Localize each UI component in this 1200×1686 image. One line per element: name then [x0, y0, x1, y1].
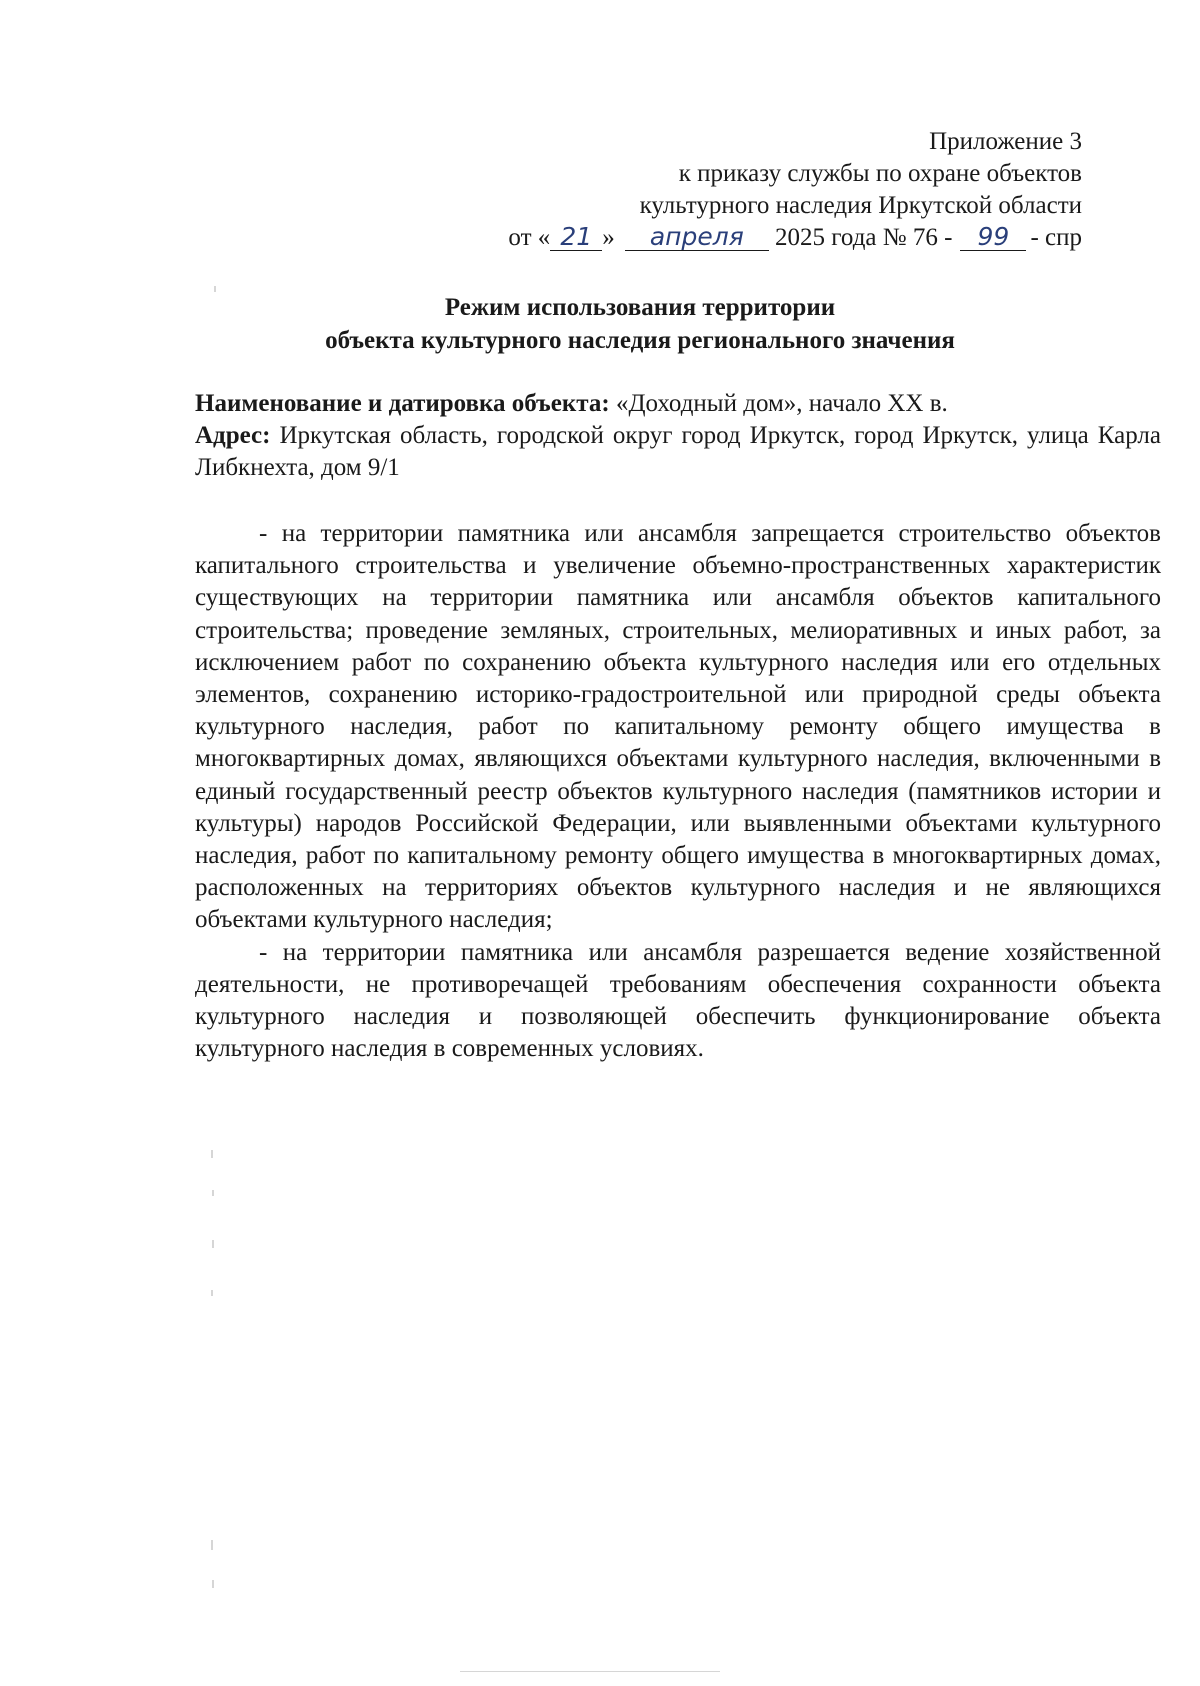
paragraph-prohibitions: - на территории памятника или ансамбля запрещается строительство объектов капитального строительства и увеличение объемно-пространственных характеристик существующих на территории памятника или ансамбля объектов капитального строительства; проведение земляных, строительных, мелиоративных и иных работ, за исключением работ по сохранению объекта культурного наследия или его отдельных элементов, сохранению историко-градостроительной или природной среды объекта культурного наследия, работ по капитальному ремонту общего имущества в многоквартирных домах, являющихся объектами культурного наследия, включенными в единый государственный реестр объектов культурного наследия (памятников истории и культуры) народов Российской Федерации, или выявленными объектами культурного наследия, работ по капитальному ремонту общего имущества в многоквартирных домах, расположенных на территориях объектов культурного наследия и не являющихся объектами культурного наследия;: [195, 520, 1161, 934]
object-address-value: Иркутская область, городской округ город Иркутск, город Иркутск, улица Карла Либкнехта, дом 9/1: [195, 422, 1161, 481]
handwritten-order-number: 99: [960, 224, 1026, 251]
scan-speck: [211, 1540, 213, 1550]
title-line-1: Режим использования территории: [444, 294, 836, 321]
appendix-date-line: [508, 222, 1082, 254]
scan-speck: [212, 1580, 214, 1588]
object-address-row: [195, 420, 1161, 484]
title-line-2: объекта культурного наследия регионального значения: [325, 327, 955, 354]
scan-speck: [212, 1190, 214, 1196]
date-prefix: от «: [508, 224, 551, 251]
order-suffix: - спр: [1030, 224, 1082, 251]
handwritten-day: 21: [550, 224, 602, 251]
object-info: [195, 388, 1161, 484]
scan-speck: [212, 1240, 214, 1248]
regime-text: [195, 518, 1161, 1065]
appendix-authority-line: культурного наследия Иркутской области: [639, 192, 1082, 219]
object-address-label: Адрес:: [195, 422, 271, 449]
scan-speck: [211, 1150, 213, 1158]
object-name-row: [195, 388, 1161, 420]
object-name-label: Наименование и датировка объекта:: [195, 390, 610, 417]
document-title: [195, 291, 1085, 357]
handwritten-month: апреля: [625, 224, 769, 251]
paragraph-permissions: - на территории памятника или ансамбля разрешается ведение хозяйственной деятельности, не противоречащей требованиям обеспечения сохранности объекта культурного наследия и позволяющей обеспечить функционирование объекта культурного наследия в современных условиях.: [195, 938, 1161, 1063]
scan-speck: [460, 1671, 720, 1672]
appendix-order-line: к приказу службы по охране объектов: [678, 160, 1082, 187]
object-name-value: «Доходный дом», начало XX в.: [615, 390, 948, 417]
appendix-title: Приложение 3: [929, 128, 1082, 155]
scan-speck: [214, 286, 216, 292]
year-and-number-prefix: 2025 года № 76 -: [775, 224, 953, 251]
date-quote-close: »: [602, 224, 615, 251]
appendix-header: [508, 126, 1082, 254]
scan-speck: [211, 1290, 213, 1296]
